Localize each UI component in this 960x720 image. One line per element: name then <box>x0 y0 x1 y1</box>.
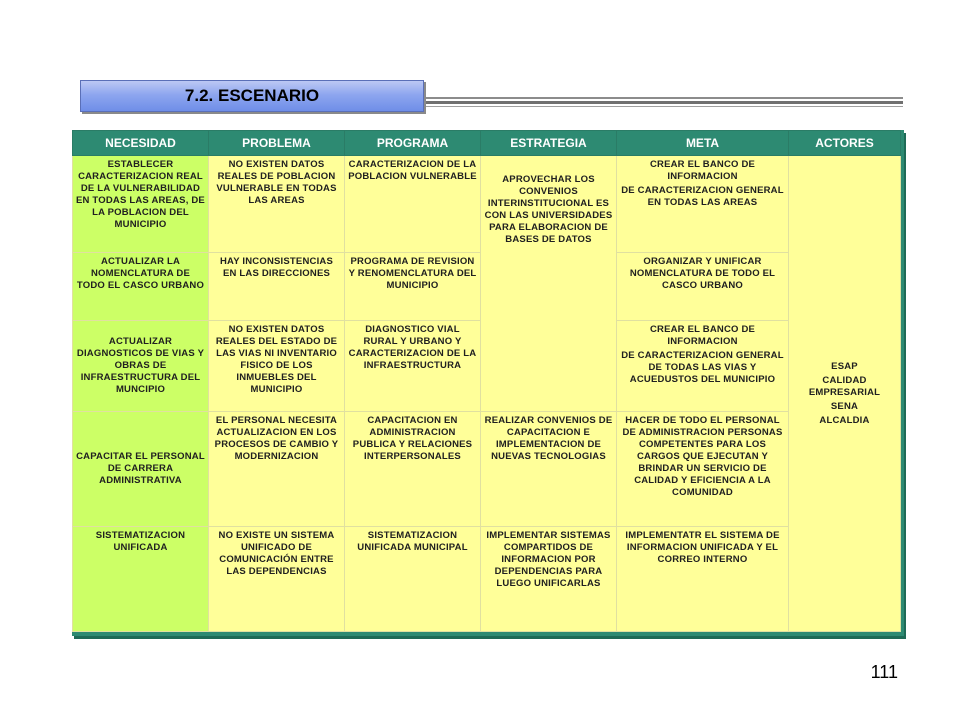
page-number: 111 <box>870 662 898 682</box>
meta-line: CREAR EL BANCO DE INFORMACION <box>649 159 756 182</box>
header-estrategia: ESTRATEGIA <box>481 131 617 156</box>
actor-item: ESAP <box>831 360 858 372</box>
cell-actores <box>789 156 901 632</box>
header-programa: PROGRAMA <box>345 131 481 156</box>
cell-programa: CAPACITACION EN ADMINISTRACION PUBLICA Y RELACIONES INTERPERSONALES <box>345 411 481 526</box>
cell-estrategia: REALIZAR CONVENIOS DE CAPACITACION E IMPLEMENTACION DE NUEVAS TECNOLOGIAS <box>481 411 617 526</box>
header-actores: ACTORES <box>789 131 901 156</box>
cell-necesidad: ESTABLECER CARACTERIZACION REAL DE LA VULNERABILIDAD EN TODAS LAS AREAS, DE LA POBLACION DEL MUNICIPIO <box>73 156 209 253</box>
cell-programa: PROGRAMA DE REVISION Y RENOMENCLATURA DEL MUNICIPIO <box>345 253 481 321</box>
table-row <box>73 156 901 253</box>
slide-title: 7.2. ESCENARIO <box>80 80 424 112</box>
cell-necesidad: SISTEMATIZACION UNIFICADA <box>73 526 209 631</box>
shared-estrategia-text: APROVECHAR LOS CONVENIOS INTERINSTITUCIONAL ES CON LAS UNIVERSIDADES PARA ELABORACION DE BASES DE DATOS <box>484 174 613 245</box>
actor-item: SENA <box>830 400 859 412</box>
cell-programa: SISTEMATIZACION UNIFICADA MUNICIPAL <box>345 526 481 631</box>
header-necesidad: NECESIDAD <box>73 131 209 156</box>
actor-item: ALCALDIA <box>819 414 870 426</box>
table-row <box>73 411 901 526</box>
header-problema: PROBLEMA <box>209 131 345 156</box>
scenario-table <box>72 130 901 632</box>
cell-problema: NO EXISTEN DATOS REALES DE POBLACION VULNERABLE EN TODAS LAS AREAS <box>209 156 345 253</box>
meta-line: IMPLEMENTATR EL SISTEMA DE INFORMACION UNIFICADA Y EL CORREO INTERNO <box>625 529 780 565</box>
cell-necesidad: CAPACITAR EL PERSONAL DE CARRERA ADMINISTRATIVA <box>73 411 209 526</box>
meta-line: CREAR EL BANCO DE INFORMACION <box>649 323 756 347</box>
meta-line: DE CARACTERIZACION GENERAL EN TODAS LAS AREAS <box>621 185 784 208</box>
cell-estrategia-shared <box>481 156 617 412</box>
cell-meta <box>617 156 789 253</box>
cell-meta <box>617 411 789 526</box>
cell-programa: DIAGNOSTICO VIAL RURAL Y URBANO Y CARACTERIZACION DE LA INFRAESTRUCTURA <box>345 320 481 411</box>
table-row <box>73 526 901 631</box>
meta-line: ORGANIZAR Y UNIFICAR NOMENCLATURA DE TODO EL CASCO URBANO <box>629 256 776 292</box>
cell-necesidad: ACTUALIZAR DIAGNOSTICOS DE VIAS Y OBRAS DE INFRAESTRUCTURA DEL MUNCIPIO <box>73 320 209 411</box>
cell-programa: CARACTERIZACION DE LA POBLACION VULNERABLE <box>345 156 481 253</box>
meta-line: DE CARACTERIZACION GENERAL DE TODAS LAS VIAS Y ACUEDUSTOS DEL MUNICIPIO <box>621 349 784 385</box>
cell-meta <box>617 526 789 631</box>
cell-meta <box>617 320 789 411</box>
cell-problema: EL PERSONAL NECESITA ACTUALIZACION EN LOS PROCESOS DE CAMBIO Y MODERNIZACION <box>209 411 345 526</box>
actor-item: CALIDAD EMPRESARIAL <box>808 374 881 398</box>
cell-problema: HAY INCONSISTENCIAS EN LAS DIRECCIONES <box>209 253 345 321</box>
cell-meta <box>617 253 789 321</box>
cell-problema: NO EXISTEN DATOS REALES DEL ESTADO DE LAS VIAS NI INVENTARIO FISICO DE LOS INMUEBLES DEL MUNICIPIO <box>209 320 345 411</box>
cell-problema: NO EXISTE UN SISTEMA UNIFICADO DE COMUNICACIÓN ENTRE LAS DEPENDENCIAS <box>209 526 345 631</box>
meta-line: HACER DE TODO EL PERSONAL DE ADMINISTRACION PERSONAS COMPETENTES PARA LOS CARGOS QUE EJECUTAN Y BRINDAR UN SERVICIO DE CALIDAD Y EFICIENCIA A LA COMUNIDAD <box>622 414 783 498</box>
cell-estrategia: IMPLEMENTAR SISTEMAS COMPARTIDOS DE INFORMACION POR DEPENDENCIAS PARA LUEGO UNIFICARLAS <box>481 526 617 631</box>
cell-necesidad: ACTUALIZAR LA NOMENCLATURA DE TODO EL CASCO URBANO <box>73 253 209 321</box>
header-meta: META <box>617 131 789 156</box>
table-header-row <box>73 131 901 156</box>
scenario-table-frame <box>72 130 904 636</box>
